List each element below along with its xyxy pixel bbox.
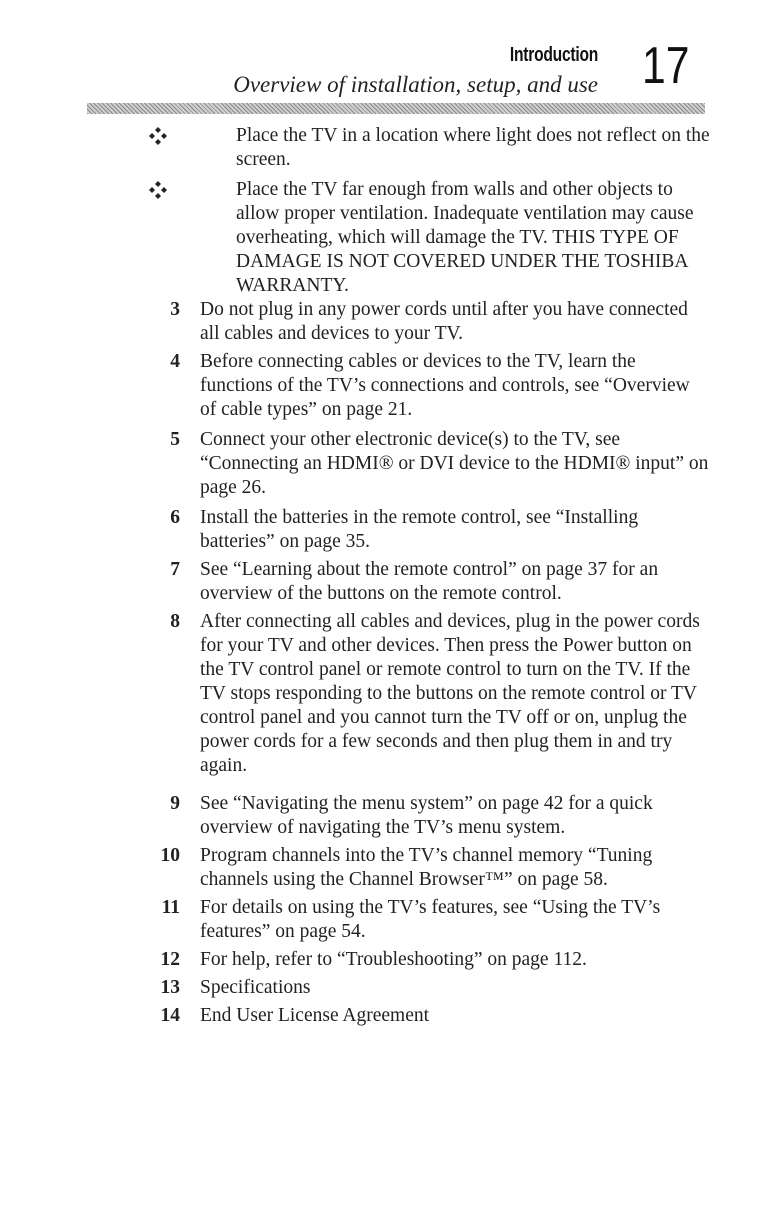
page-header [0,0,774,110]
step-text: Do not plug in any power cords until after you have connected all cables and devices to your TV. [200,299,688,344]
step-text: Specifications [200,977,311,998]
bullet-text: Place the TV far enough from walls and other objects to allow proper ventilation. Inadequate ventilation may cause overheating, which will damage the TV. THIS TYPE OF DAMAGE IS NOT COVERED UNDER THE TOSHIBA WARRANTY. [236,179,694,296]
step-text: For details on using the TV’s features, see “Using the TV’s features” on page 54. [200,897,661,942]
page-number: 17 [642,37,690,95]
step-text: See “Learning about the remote control” on page 37 for an overview of the buttons on the remote control. [200,559,659,604]
bullet-text: Place the TV in a location where light does not reflect on the screen. [236,125,710,170]
step-text: Install the batteries in the remote control, see “Installing batteries” on page 35. [200,507,639,552]
step-text: Program channels into the TV’s channel memory “Tuning channels using the Channel Browser™” on page 58. [200,845,653,890]
step-text: Before connecting cables or devices to the TV, learn the functions of the TV’s connections and controls, see “Overview of cable types” on page 21. [200,351,690,420]
section-title: Overview of installation, setup, and use [233,72,598,97]
step-number: 7 [170,559,180,580]
step-number: 14 [160,1005,180,1026]
four-diamond-bullet-icon [148,180,168,200]
step-number: 9 [170,793,180,814]
chapter-title: Introduction [509,44,598,66]
step-number: 6 [170,507,180,528]
step-text: For help, refer to “Troubleshooting” on page 112. [200,949,587,970]
step-text: After connecting all cables and devices, plug in the power cords for your TV and other devices. Then press the Power button on the TV control panel or remote control to turn on the TV. If the TV stops responding to the buttons on the remote control or TV control panel and you cannot turn the TV off or on, unplug the power cords for a few seconds and then plug them in and try again. [200,611,700,776]
step-number: 5 [170,429,180,450]
step-number: 12 [160,949,180,970]
step-text: See “Navigating the menu system” on page 42 for a quick overview of navigating the TV’s menu system. [200,793,653,838]
step-number: 13 [160,977,180,998]
header-rule [87,103,705,114]
step-number: 11 [161,897,180,918]
step-number: 8 [170,611,180,632]
step-number: 4 [170,351,180,372]
step-number: 10 [160,845,180,866]
four-diamond-bullet-icon [148,126,168,146]
step-text: Connect your other electronic device(s) to the TV, see “Connecting an HDMI® or DVI device to the HDMI® input” on page 26. [200,429,709,498]
step-number: 3 [170,299,180,320]
step-text: End User License Agreement [200,1005,430,1026]
